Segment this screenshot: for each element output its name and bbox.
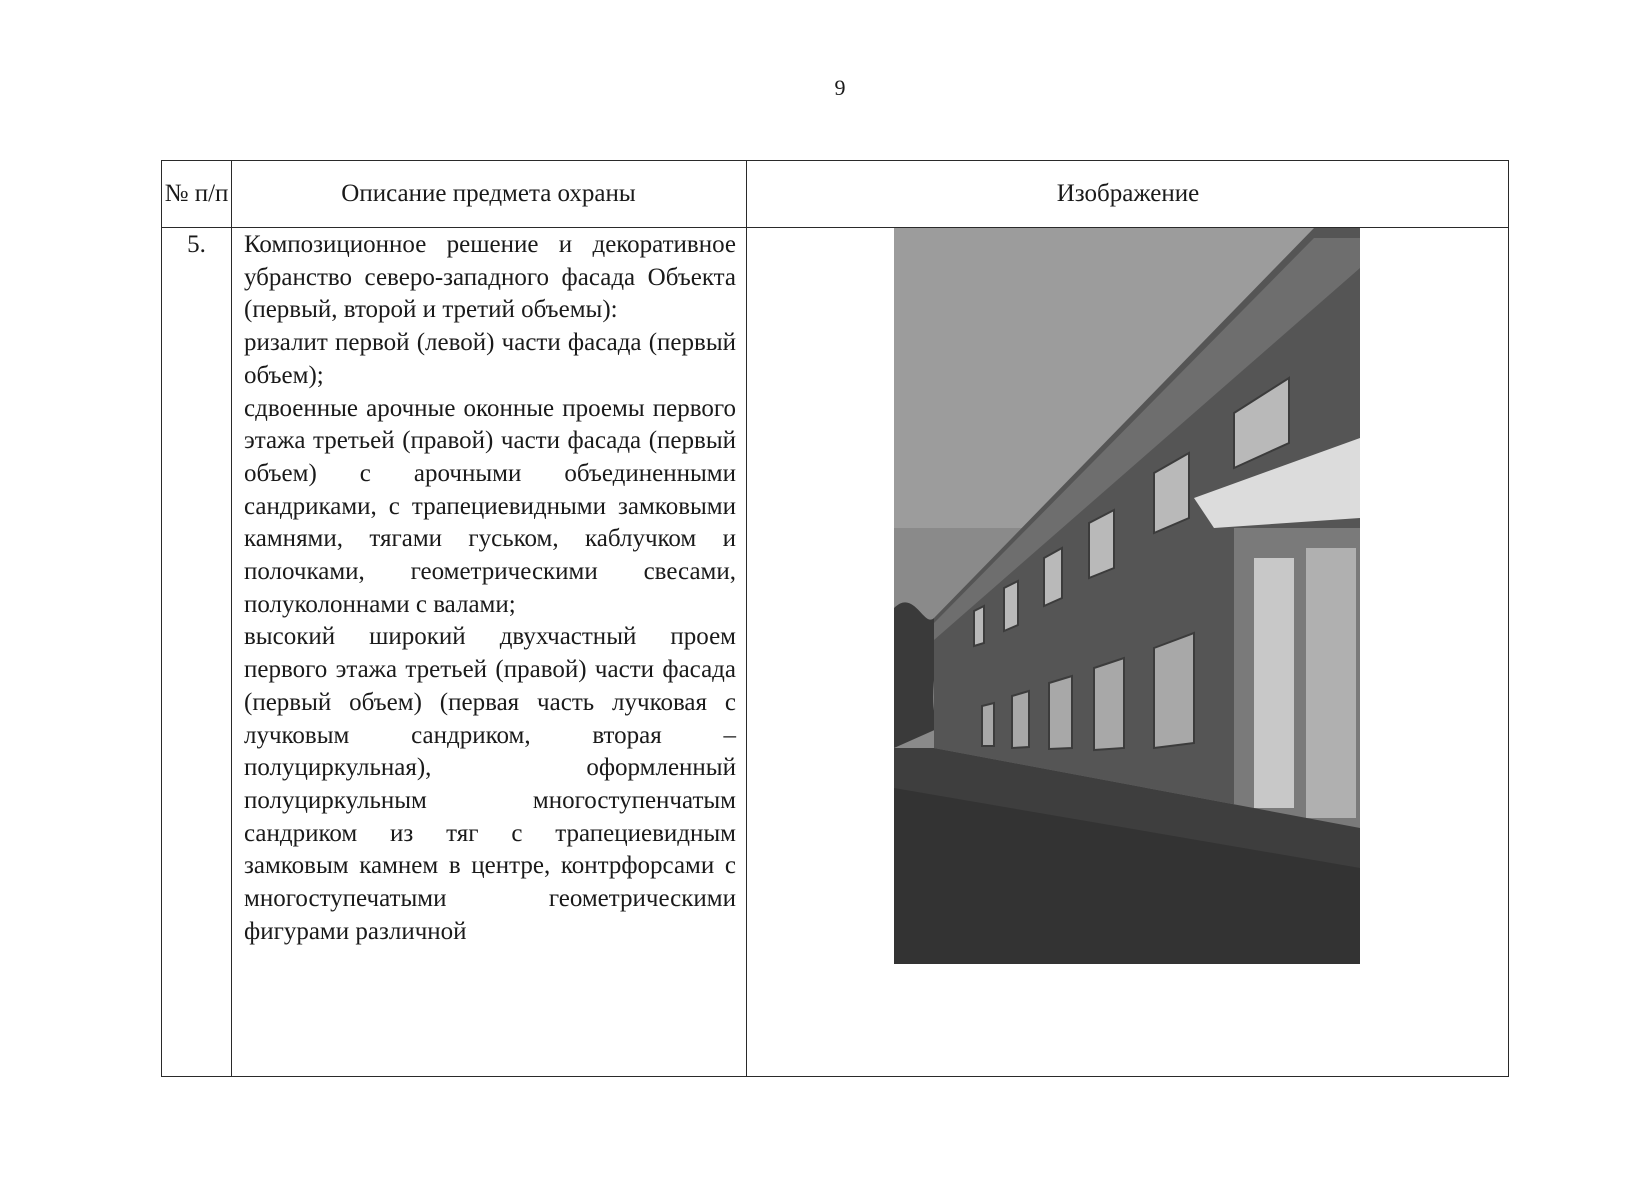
header-description: Описание предмета охраны — [341, 180, 636, 207]
row-number: 5. — [187, 231, 206, 258]
protection-table — [161, 160, 1509, 1077]
description-paragraph: ризалит первой (левой) части фасада (первый объем); — [244, 329, 736, 389]
page-number: 9 — [834, 75, 846, 100]
facade-photo — [894, 228, 1360, 964]
description-paragraph: сдвоенные арочные оконные проемы первого этажа третьей (правой) части фасада (первый объем) с арочными объединенными сандриками, с трапециевидными замковыми камнями, тягами гуськом, каблучком и полочками, геометрическими свесами, полуколоннами с валами; — [244, 394, 736, 618]
column-divider — [746, 161, 747, 1076]
description-paragraph: Композиционное решение и декоративное убранство северо-западного фасада Объекта (первый, второй и третий объемы): — [244, 231, 736, 324]
description-paragraph: высокий широкий двухчастный проем первого этажа третьей (правой) части фасада (первый объем) (первая часть лучковая с лучковым сандриком, вторая – полуциркульная), оформленный полуциркульным многоступенчатым сандриком из тяг с трапециевидным замковым камнем в центре, контрфорсами с многоступечатыми геометрическими фигурами различной — [244, 623, 736, 945]
header-image: Изображение — [1056, 180, 1200, 207]
column-divider — [231, 161, 232, 1076]
header-num: № п/п — [164, 180, 229, 207]
row-description — [244, 229, 736, 948]
